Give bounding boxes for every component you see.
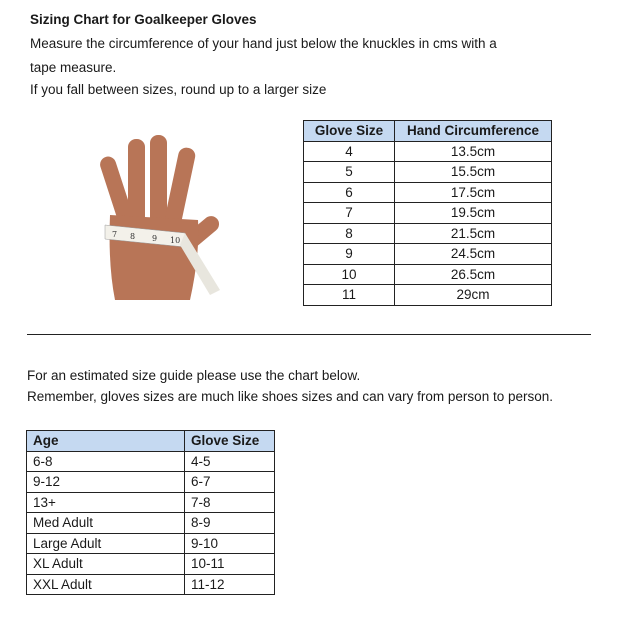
cell: 26.5cm: [395, 264, 552, 285]
cell: 10: [304, 264, 395, 285]
cell: 6: [304, 182, 395, 203]
cell: 9-10: [185, 533, 275, 554]
cell: 9: [304, 244, 395, 265]
table-row: [304, 182, 552, 203]
cell: Med Adult: [27, 513, 185, 534]
hand-measurement-image: [60, 125, 250, 300]
cell: 10-11: [185, 554, 275, 575]
cell: 9-12: [27, 472, 185, 493]
cell: 21.5cm: [395, 223, 552, 244]
cell: XL Adult: [27, 554, 185, 575]
table-row: [304, 285, 552, 306]
cell: Large Adult: [27, 533, 185, 554]
cell: 4: [304, 141, 395, 162]
table-row: [27, 451, 275, 472]
cell: 8: [304, 223, 395, 244]
cell: 6-8: [27, 451, 185, 472]
age-table: [26, 430, 275, 595]
instruction-line-2: tape measure.: [30, 60, 117, 75]
guide-line-2: Remember, gloves sizes are much like shoes sizes and can vary from person to person.: [27, 389, 553, 404]
cell: 24.5cm: [395, 244, 552, 265]
table-row: [304, 223, 552, 244]
cell: XXL Adult: [27, 574, 185, 595]
cell: 17.5cm: [395, 182, 552, 203]
cell: 4-5: [185, 451, 275, 472]
table-row: [304, 244, 552, 265]
cell: 13+: [27, 492, 185, 513]
cell: 11-12: [185, 574, 275, 595]
cell: 5: [304, 162, 395, 183]
table-row: [27, 472, 275, 493]
cell: 13.5cm: [395, 141, 552, 162]
table-row: [27, 533, 275, 554]
cell: 15.5cm: [395, 162, 552, 183]
instruction-line-3: If you fall between sizes, round up to a larger size: [30, 82, 327, 97]
col-header-age: Age: [27, 431, 185, 452]
col-header-glove-size: Glove Size: [304, 121, 395, 142]
table-row: [27, 554, 275, 575]
cell: 6-7: [185, 472, 275, 493]
svg-text:9: 9: [152, 234, 158, 243]
col-header-hand-circumference: Hand Circumference: [395, 121, 552, 142]
guide-line-1: For an estimated size guide please use the chart below.: [27, 368, 361, 383]
table-row: [304, 203, 552, 224]
svg-text:10: 10: [170, 236, 181, 245]
cell: 19.5cm: [395, 203, 552, 224]
tape-number: 7: [112, 230, 118, 239]
col-header-glove-size: Glove Size: [185, 431, 275, 452]
table-row: [304, 264, 552, 285]
table-row: [304, 141, 552, 162]
table-row: [27, 513, 275, 534]
instruction-line-1: Measure the circumference of your hand just below the knuckles in cms with a: [30, 36, 497, 51]
svg-text:8: 8: [130, 232, 136, 241]
table-row: [27, 574, 275, 595]
table-row: [27, 492, 275, 513]
page-title: Sizing Chart for Goalkeeper Gloves: [30, 12, 257, 27]
cell: 8-9: [185, 513, 275, 534]
size-table: [303, 120, 552, 306]
cell: 7-8: [185, 492, 275, 513]
cell: 11: [304, 285, 395, 306]
section-divider: [27, 334, 591, 335]
cell: 7: [304, 203, 395, 224]
cell: 29cm: [395, 285, 552, 306]
table-row: [304, 162, 552, 183]
